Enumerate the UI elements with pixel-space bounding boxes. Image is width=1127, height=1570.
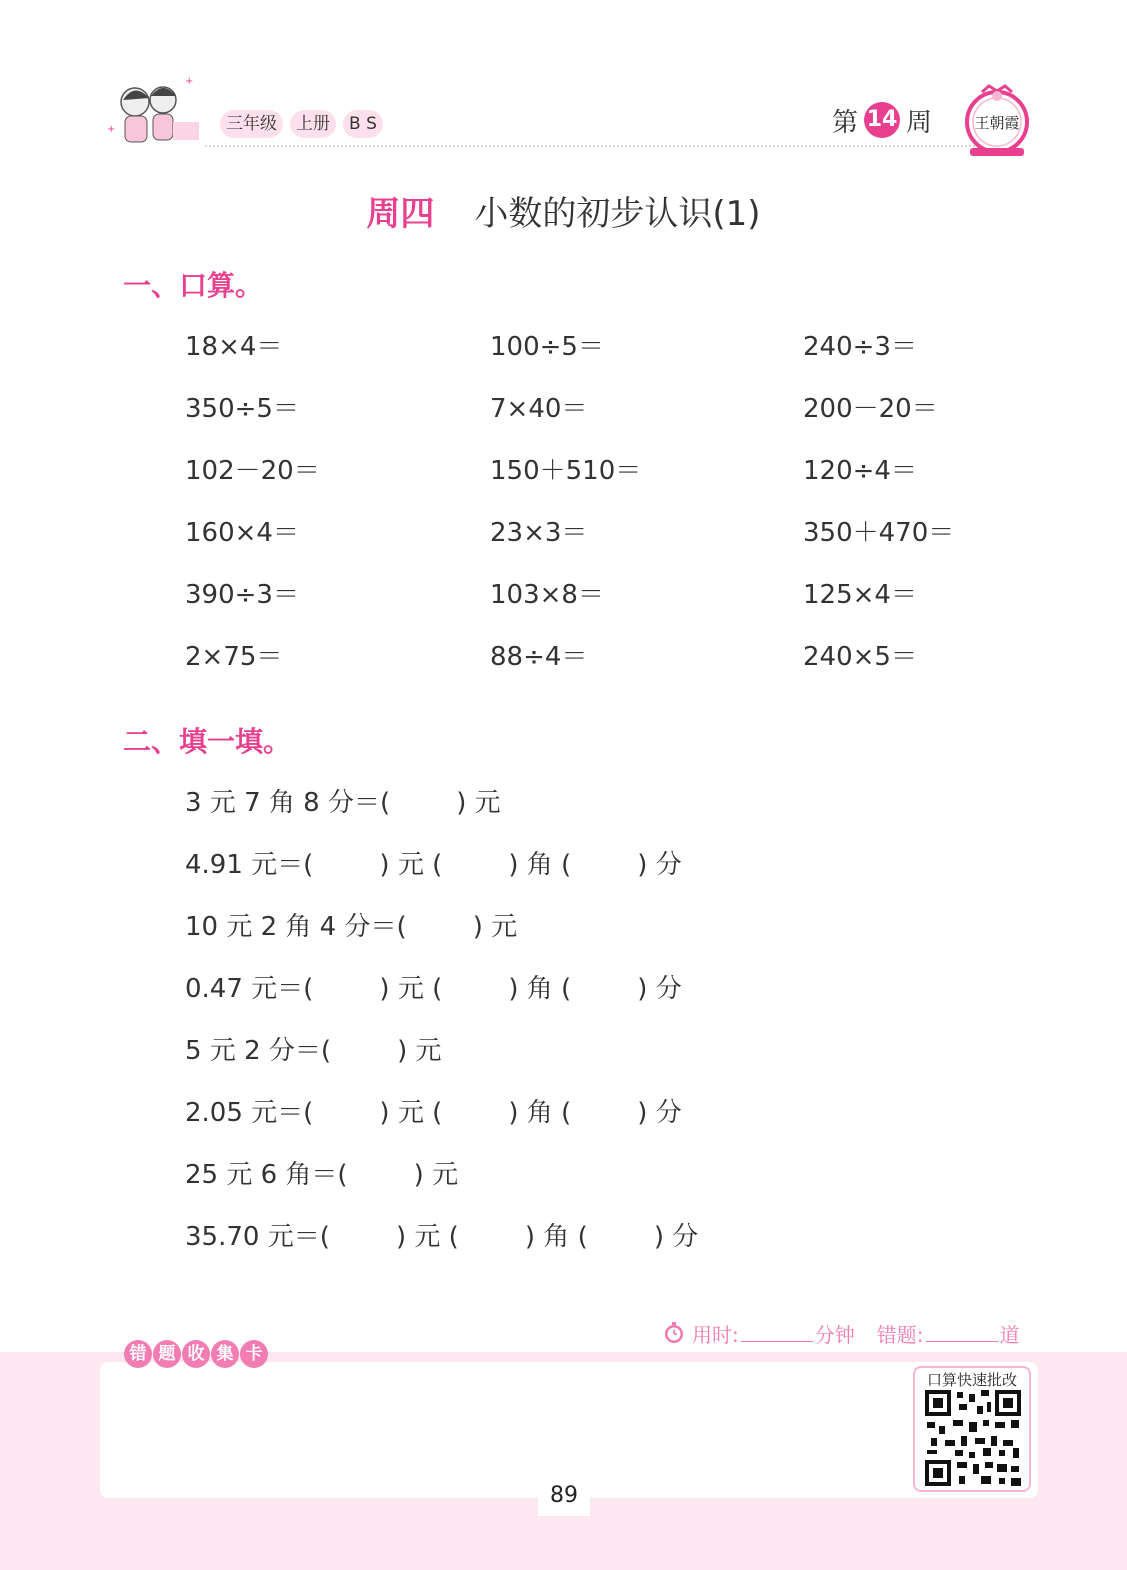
calc-problem: 240÷3＝ <box>803 332 917 362</box>
calc-problem: 160×4＝ <box>185 518 299 548</box>
svg-text:王朝霞: 王朝霞 <box>974 114 1020 132</box>
fill-blank-item: 25 元 6 角＝( ) 元 <box>185 1160 459 1190</box>
qr-panel <box>913 1366 1031 1492</box>
calc-problem: 88÷4＝ <box>490 642 588 672</box>
errors-blank[interactable] <box>926 1324 998 1342</box>
calc-problem: 240×5＝ <box>803 642 917 672</box>
calc-problem: 103×8＝ <box>490 580 604 610</box>
card-title-char: 题 <box>153 1340 181 1368</box>
page-title <box>0 186 1127 235</box>
calc-problem: 390÷3＝ <box>185 580 299 610</box>
mistake-card-title <box>124 1340 268 1370</box>
qr-code-icon[interactable] <box>925 1390 1021 1486</box>
section2-heading: 二、填一填。 <box>123 725 292 758</box>
week-prefix: 第 <box>832 107 859 138</box>
edition-label: B S <box>343 110 383 138</box>
calc-problem: 125×4＝ <box>803 580 917 610</box>
week-number-badge: 14 <box>864 102 900 138</box>
calc-problem: 2×75＝ <box>185 642 283 672</box>
fill-blank-item: 2.05 元＝( ) 元 ( ) 角 ( ) 分 <box>185 1098 682 1128</box>
time-blank[interactable] <box>741 1324 813 1342</box>
fill-blank-item: 10 元 2 角 4 分＝( ) 元 <box>185 912 518 942</box>
stopwatch-icon <box>662 1321 686 1345</box>
title-day: 周四 <box>366 194 435 234</box>
fill-blank-item: 35.70 元＝( ) 元 ( ) 角 ( ) 分 <box>185 1222 699 1252</box>
author-seal-logo <box>962 82 1032 160</box>
title-topic: 小数的初步认识(1) <box>474 194 761 234</box>
calc-problem: 150＋510＝ <box>490 456 642 486</box>
section1-heading: 一、口算。 <box>123 269 264 302</box>
time-label: 用时: <box>692 1322 739 1347</box>
calc-problem: 350＋470＝ <box>803 518 955 548</box>
page-number: 89 <box>538 1476 590 1516</box>
qr-label: 口算快速批改 <box>926 1371 1017 1389</box>
errors-unit: 道 <box>999 1322 1020 1347</box>
week-indicator <box>832 100 932 140</box>
card-title-char: 错 <box>124 1340 152 1368</box>
timing-record <box>662 1318 1020 1348</box>
calc-problem: 23×3＝ <box>490 518 588 548</box>
errors-label: 错题: <box>876 1322 924 1347</box>
volume-label: 上册 <box>290 110 336 138</box>
card-title-char: 卡 <box>240 1340 268 1368</box>
calc-problem: 350÷5＝ <box>185 394 299 424</box>
fill-blank-item: 0.47 元＝( ) 元 ( ) 角 ( ) 分 <box>185 974 682 1004</box>
fill-blank-item: 5 元 2 分＝( ) 元 <box>185 1036 442 1066</box>
fill-blank-item: 3 元 7 角 8 分＝( ) 元 <box>185 788 501 818</box>
calc-problem: 100÷5＝ <box>490 332 604 362</box>
calc-problem: 120÷4＝ <box>803 456 917 486</box>
svg-text:+: + <box>185 76 194 87</box>
calc-problem: 18×4＝ <box>185 332 283 362</box>
card-title-char: 集 <box>211 1340 239 1368</box>
calc-problem: 7×40＝ <box>490 394 588 424</box>
calc-problem: 102－20＝ <box>185 456 320 486</box>
fill-blank-item: 4.91 元＝( ) 元 ( ) 角 ( ) 分 <box>185 850 682 880</box>
card-title-char: 收 <box>182 1340 210 1368</box>
kids-illustration <box>105 72 205 154</box>
calc-problem: 200－20＝ <box>803 394 938 424</box>
time-unit: 分钟 <box>814 1322 855 1347</box>
svg-text:+: + <box>107 124 116 135</box>
grade-label: 三年级 <box>220 110 283 138</box>
week-suffix: 周 <box>906 107 933 138</box>
header-divider <box>205 145 975 147</box>
